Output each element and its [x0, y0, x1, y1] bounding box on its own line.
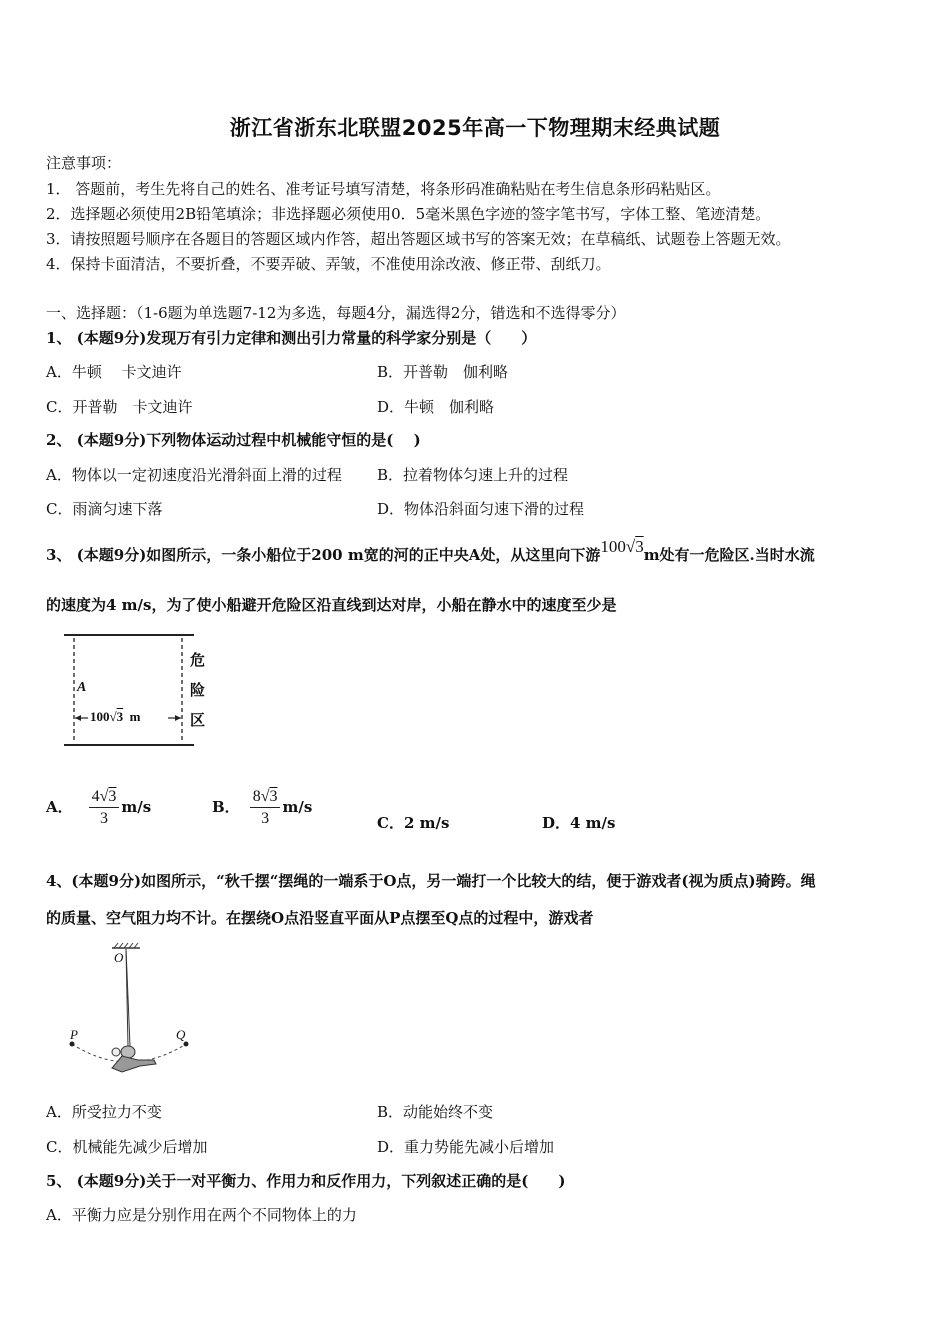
q4-stem-line1: 4、(本题9分)如图所示，“秋千摆“摆绳的一端系于O点，另一端打一个比较大的结，便于游戏者(视为质点)骑跨。绳 [46, 872, 816, 890]
q3-b-den: 3 [261, 810, 270, 827]
q3-option-a [46, 788, 151, 828]
q1-option-c: C．开普勒 卡文迪许 [46, 398, 193, 416]
q3-b-fraction: $\frac{8√3}{3}$ [250, 788, 281, 828]
q3-b-num-coef: 8 [252, 788, 261, 805]
notice-item: 4．保持卡面清洁，不要折叠，不要弄破、弄皱，不准使用涂改液、修正带、刮纸刀。 [46, 255, 611, 273]
q3-b-num-rad: 3 [269, 788, 278, 805]
notice-heading: 注意事项： [46, 154, 122, 172]
q4-stem-line2: 的质量、空气阻力均不计。在摆绕O点沿竖直平面从P点摆至Q点的过程中，游戏者 [46, 909, 594, 927]
q5-stem: 5、 (本题9分)关于一对平衡力、作用力和反作用力，下列叙述正确的是( ) [46, 1172, 566, 1190]
q3-a-fraction: $\frac{4√3}{3}$ [89, 788, 120, 828]
q3-fig-rad: 3 [116, 709, 124, 724]
q3-danger-char-2: 险 [190, 681, 206, 699]
q3-fig-coef: 100 [90, 709, 110, 724]
q3-a-num-coef: 4 [91, 788, 100, 805]
q3-point-a-label: A [77, 680, 87, 695]
q3-a-unit: m/s [121, 798, 152, 816]
q3-rad: 3 [635, 537, 644, 556]
q4-swing-figure [62, 940, 202, 1090]
q3-a-num-rad: 3 [108, 788, 117, 805]
notice-item: 3．请按照题号顺序在各题目的答题区域内作答，超出答题区域书写的答案无效；在草稿纸、试题卷上答题无效。 [46, 230, 791, 248]
q3-option-c: C．2 m/s [377, 814, 450, 832]
q1-option-b: B．开普勒 伽利略 [377, 363, 509, 381]
q3-a-label: A． [46, 798, 73, 816]
q5-option-a: A．平衡力应是分别作用在两个不同物体上的力 [46, 1206, 357, 1224]
q3-b-unit: m/s [282, 798, 313, 816]
distance-arrowhead-right [175, 715, 181, 721]
q4-point-p-label: P [70, 1027, 78, 1042]
q2-stem: 2、 (本题9分)下列物体运动过程中机械能守恒的是( ) [46, 431, 421, 449]
notice-item: 1． 答题前，考生先将自己的姓名、准考证号填写清楚，将条形码准确粘贴在考生信息条形码粘贴区。 [46, 180, 721, 198]
q1-option-d: D．牛顿 伽利略 [377, 398, 495, 416]
q4-option-a: A．所受拉力不变 [46, 1103, 162, 1121]
q3-danger-char-3: 区 [190, 711, 206, 729]
q3-b-label: B． [212, 798, 240, 816]
player-figure [112, 1046, 156, 1072]
notice-item: 2．选择题必须使用2B铅笔填涂；非选择题必须使用0．5毫米黑色字迹的签字笔书写，字体工整、笔迹清楚。 [46, 205, 771, 223]
q3-distance-expression: 100√3 [600, 537, 644, 556]
q3-fig-unit: m [129, 709, 141, 724]
q4-option-b: B．动能始终不变 [377, 1103, 494, 1121]
q2-option-b: B．拉着物体匀速上升的过程 [377, 466, 569, 484]
q3-option-d: D．4 m/s [542, 814, 616, 832]
q3-stem-part1: 3、 (本题9分)如图所示，一条小船位于200 m宽的河的正中央A处，从这里向下游 [46, 546, 601, 564]
q3-stem-line2: 的速度为4 m/s，为了使小船避开危险区沿直线到达对岸，小船在静水中的速度至少是 [46, 596, 617, 614]
q3-stem [46, 537, 815, 565]
q4-point-o-label: O [114, 950, 124, 965]
q3-a-den: 3 [100, 810, 109, 827]
q3-distance-label: 100√3 m [90, 709, 141, 724]
q2-option-c: C．雨滴匀速下落 [46, 500, 163, 518]
q2-option-d: D．物体沿斜面匀速下滑的过程 [377, 500, 585, 518]
q3-stem-part2: m处有一危险区.当时水流 [643, 546, 815, 564]
q4-option-d: D．重力势能先减小后增加 [377, 1138, 555, 1156]
distance-arrowhead-left [75, 715, 81, 721]
page-title: 浙江省浙东北联盟2025年高一下物理期末经典试题 [229, 116, 721, 140]
q4-point-q-label: Q [176, 1027, 186, 1042]
q2-option-a: A．物体以一定初速度沿光滑斜面上滑的过程 [46, 466, 342, 484]
q1-option-a: A．牛顿 卡文迪许 [46, 363, 182, 381]
q4-option-c: C．机械能先减少后增加 [46, 1138, 208, 1156]
q3-option-b [212, 788, 312, 828]
q1-stem: 1、 (本题9分)发现万有引力定律和测出引力常量的科学家分别是（ ） [46, 329, 537, 347]
section-heading: 一、选择题：（1-6题为单选题7-12为多选，每题4分，漏选得2分，错选和不选得零分） [46, 304, 626, 322]
q3-danger-char-1: 危 [190, 651, 206, 669]
q3-coef: 100 [600, 537, 626, 556]
